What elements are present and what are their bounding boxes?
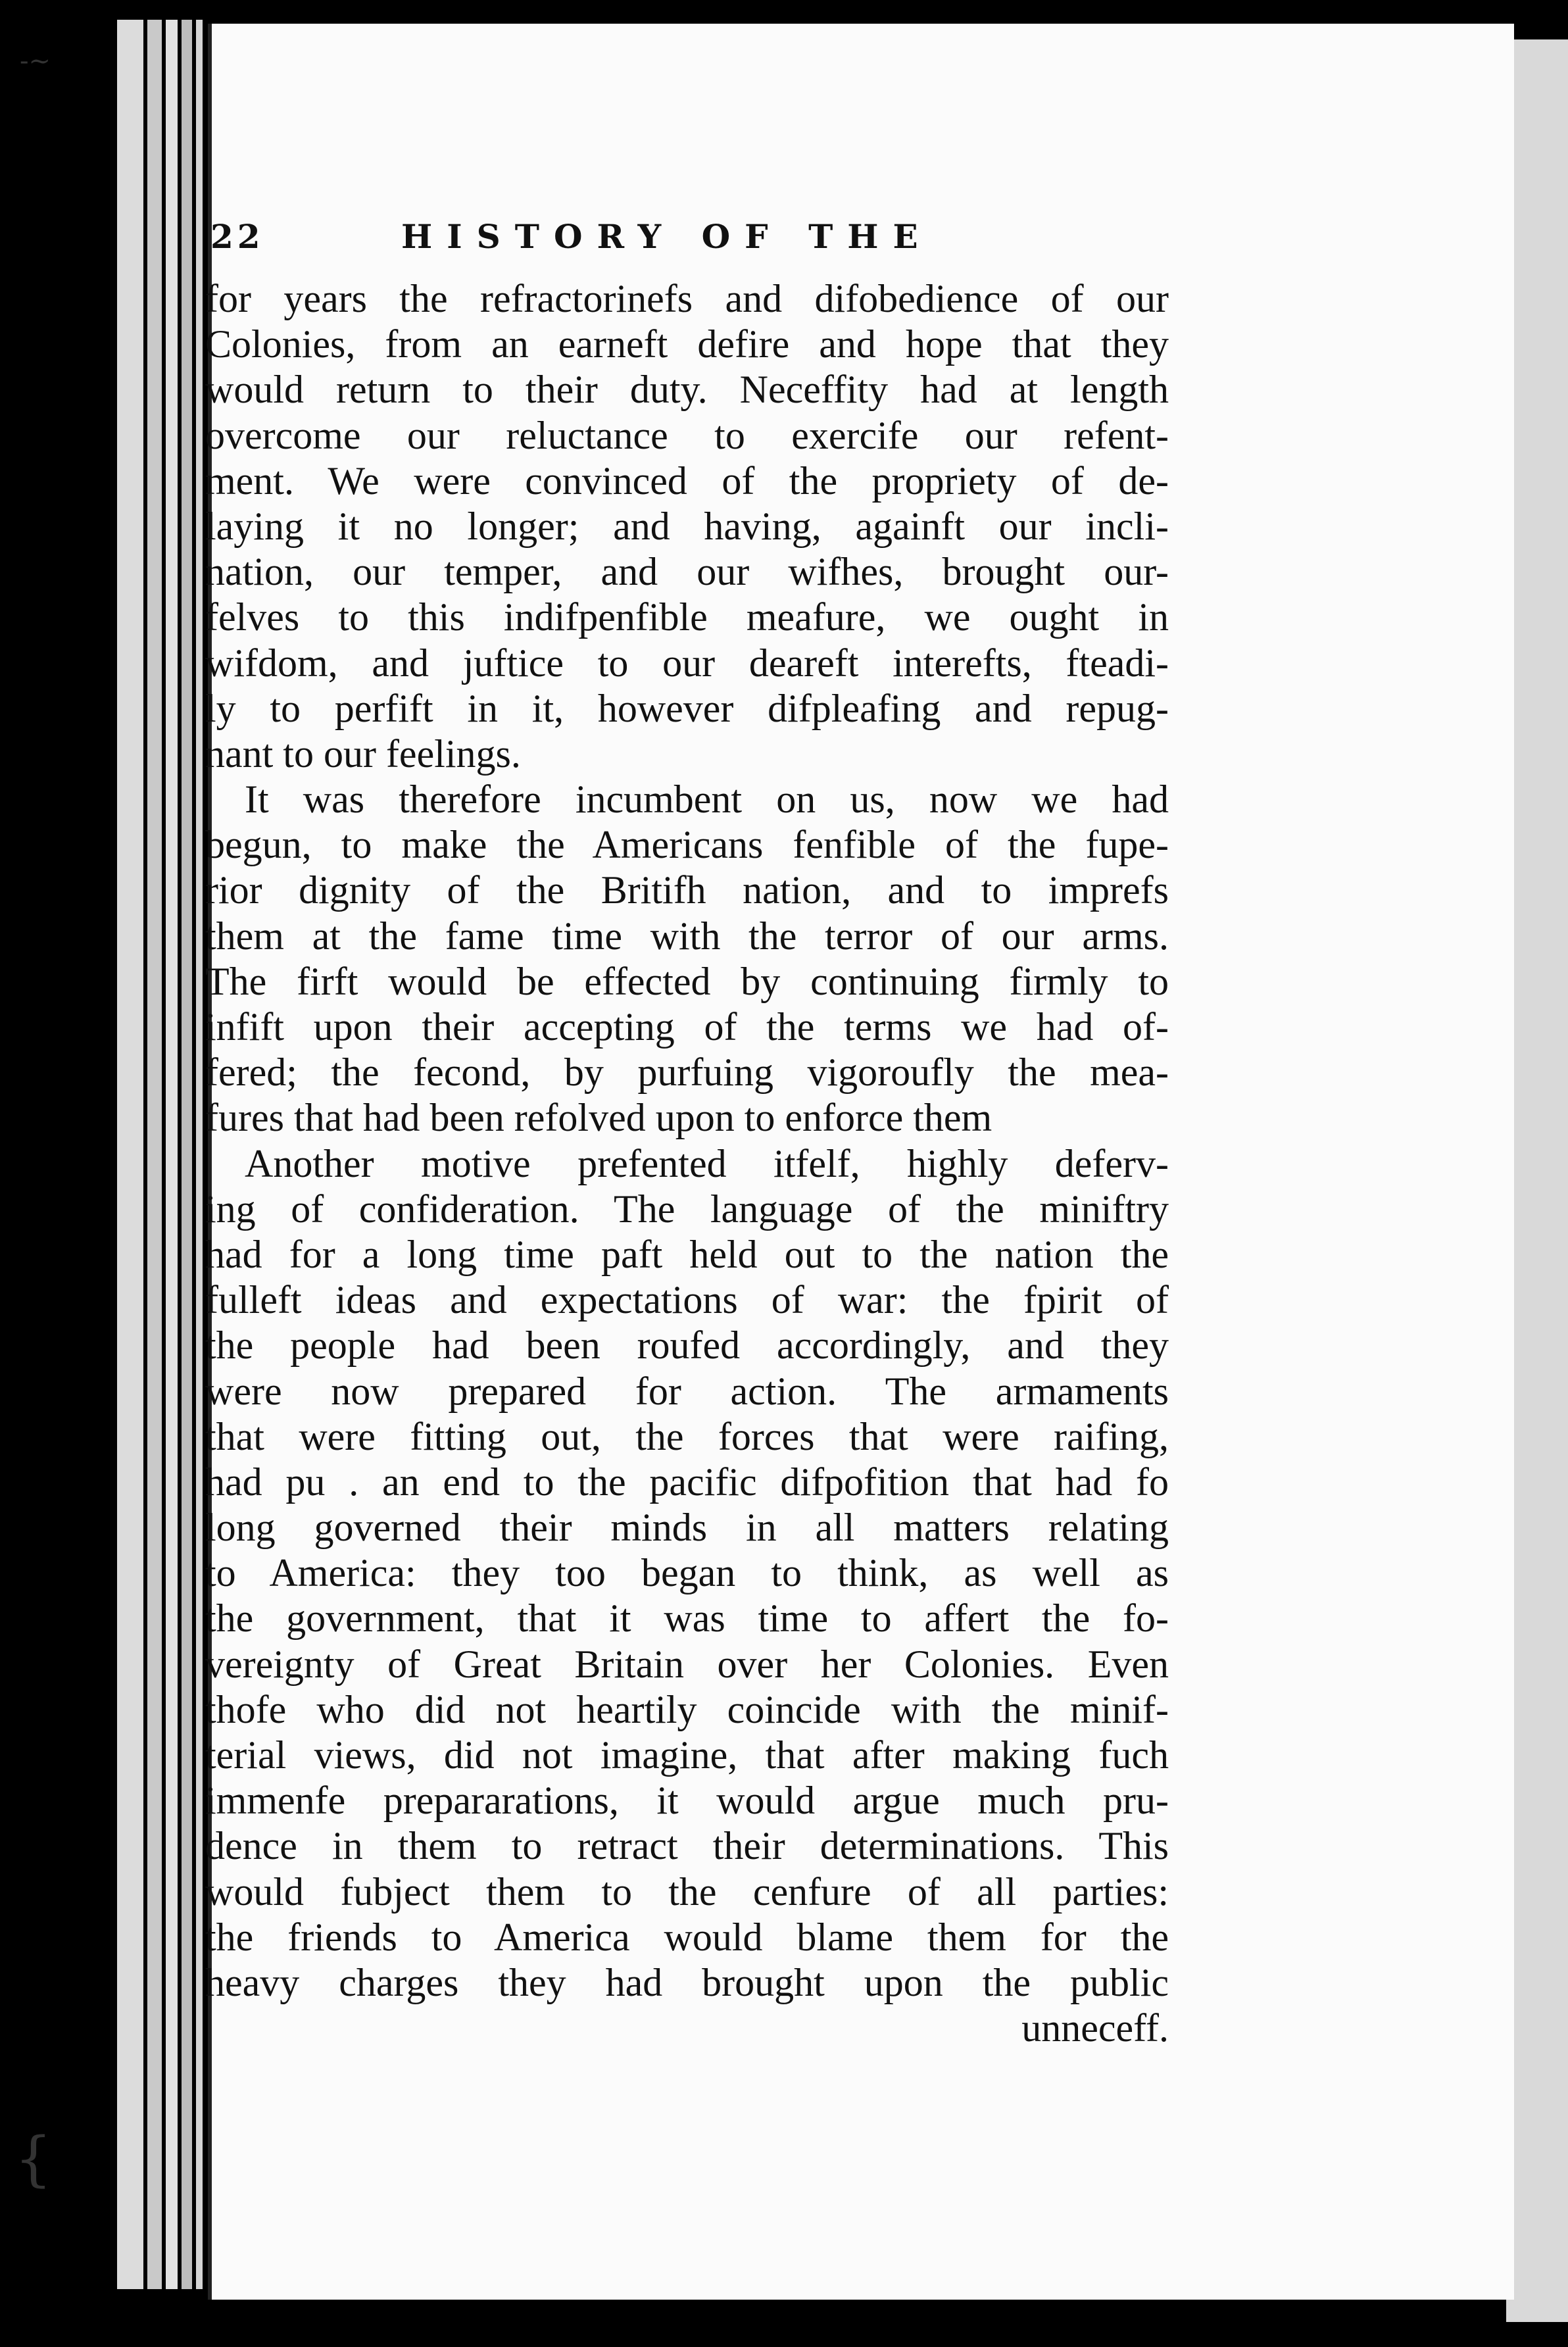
text-line: infift upon their accepting of the terms we had of-	[205, 1005, 1169, 1049]
page-edge	[196, 20, 203, 2289]
text-line: long governed their minds in all matters relating	[205, 1506, 1169, 1550]
text-line: overcome our reluctance to exercife our refent-	[205, 413, 1169, 457]
text-line: fered; the fecond, by purfuing vigoroufly the mea-	[205, 1050, 1169, 1095]
text-line: nant to our feelings.	[205, 731, 521, 776]
text-line: dence in them to retract their determinations. This	[205, 1824, 1169, 1868]
text-line: were now prepared for action. The armaments	[205, 1369, 1169, 1413]
body-text	[205, 276, 1169, 2051]
text-line: that were fitting out, the forces that were raifing,	[205, 1414, 1169, 1458]
text-line: rior dignity of the Britifh nation, and to imprefs	[205, 868, 1169, 912]
text-line: would return to their duty. Neceffity had at length	[205, 368, 1169, 412]
page-edge	[117, 20, 143, 2289]
page-edge	[147, 20, 162, 2289]
text-line: nation, our temper, and our wifhes, brought our-	[205, 550, 1169, 594]
text-line: ly to perfift in it, however difpleafing and repug-	[205, 686, 1169, 730]
text-line: ment. We were convinced of the propriety of de-	[205, 458, 1169, 503]
facing-page-edge	[1506, 39, 1568, 2322]
text-line: the people had been roufed accordingly, and they	[205, 1323, 1169, 1368]
page-edge	[166, 20, 178, 2289]
text-line: begun, to make the Americans fenfible of the fupe-	[205, 823, 1169, 867]
text-line: had pu . an end to the pacific difpofition that had fo	[205, 1460, 1169, 1504]
running-head: HISTORY OF THE	[401, 217, 933, 256]
text-line: would fubject them to the cenfure of all parties:	[205, 1869, 1169, 1914]
text-line: immenfe prepararations, it would argue much pru-	[205, 1779, 1169, 1823]
running-header	[210, 217, 1184, 270]
page-edge	[182, 20, 192, 2289]
text-line: fulleft ideas and expectations of war: the fpirit of	[205, 1278, 1169, 1322]
text-line: Colonies, from an earneft defire and hope that they	[205, 322, 1169, 366]
text-line: vereignty of Great Britain over her Colonies. Even	[205, 1642, 1169, 1686]
text-line: the government, that it was time to affert the fo-	[205, 1596, 1169, 1641]
text-line: laying it no longer; and having, againft our incli-	[205, 504, 1169, 548]
text-line: felves to this indifpenfible meafure, we ought in	[205, 595, 1169, 639]
text-line: them at the fame time with the terror of our arms.	[205, 914, 1169, 958]
text-line: thofe who did not heartily coincide with the minif-	[205, 1687, 1169, 1731]
text-line: Another motive prefented itfelf, highly deferv-	[245, 1141, 1169, 1185]
catchword: unneceff.	[1021, 2006, 1169, 2050]
text-line: had for a long time paft held out to the nation the	[205, 1232, 1169, 1276]
text-line: It was therefore incumbent on us, now we had	[245, 778, 1169, 822]
text-line: The firft would be effected by continuing firmly to	[205, 959, 1169, 1003]
text-line: for years the refractorinefs and difobedience of our	[205, 277, 1169, 320]
text-line: to America: they too began to think, as well as	[205, 1551, 1169, 1595]
text-line: terial views, did not imagine, that after making fuch	[205, 1733, 1169, 1777]
text-line: fures that had been refolved upon to enforce them	[205, 1096, 992, 1140]
margin-mark: ‐~	[20, 46, 51, 76]
margin-mark: {	[14, 2125, 53, 2194]
page-number: 22	[210, 217, 264, 256]
text-line: wifdom, and juftice to our deareft interefts, fteadi-	[205, 641, 1169, 685]
text-line: ing of confideration. The language of the miniftry	[205, 1187, 1169, 1231]
text-line: heavy charges they had brought upon the public	[205, 1960, 1169, 2004]
text-line: the friends to America would blame them for the	[205, 1915, 1169, 1959]
